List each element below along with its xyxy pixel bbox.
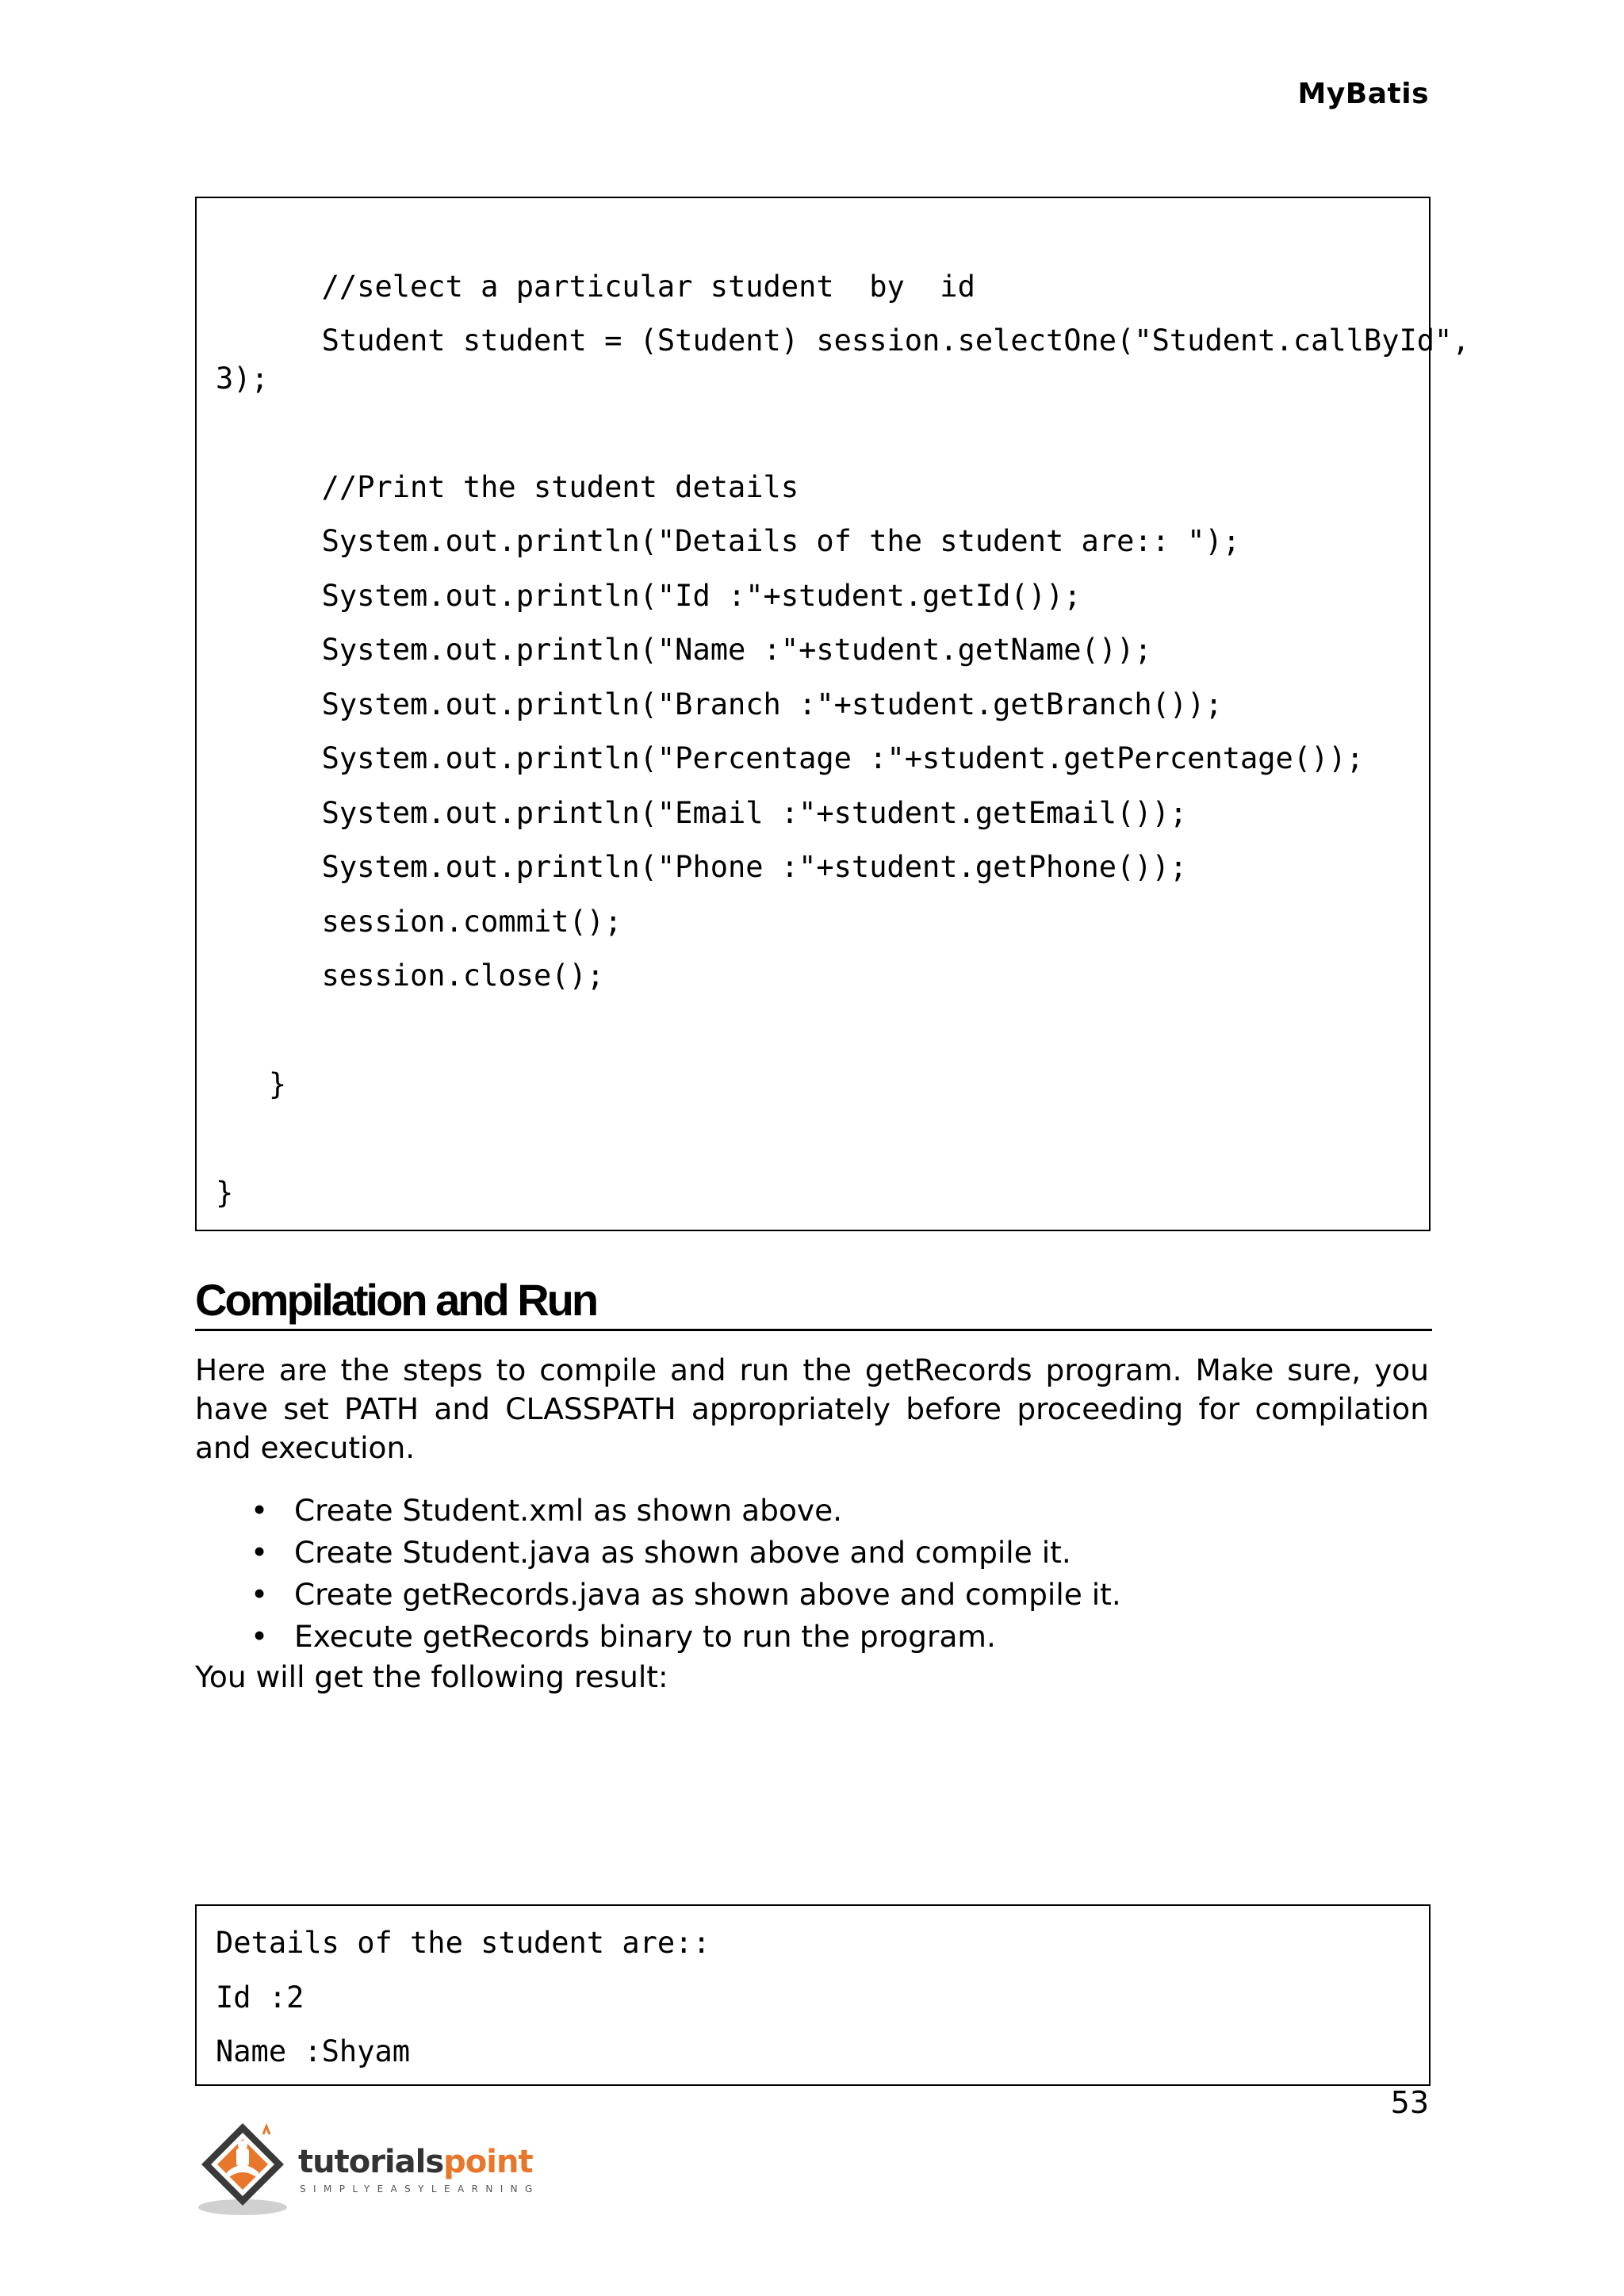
list-item-text: Create getRecords.java as shown above and compile it. <box>294 1577 1121 1612</box>
code-block-program <box>195 197 1470 1231</box>
code-line: System.out.println("Email :"+student.getEmail()); <box>216 796 1188 830</box>
bullet-icon: • <box>251 1493 269 1528</box>
code-line: System.out.println("Branch :"+student.getBranch()); <box>216 687 1223 721</box>
list-item <box>195 1532 1429 1574</box>
code-line: session.close(); <box>216 959 605 993</box>
code-line: System.out.println("Phone :"+student.getPhone()); <box>216 850 1188 884</box>
intro-paragraph: Here are the steps to compile and run the getRecords program. Make sure, you have set PATH and CLASSPATH appropriately before proceeding for compilation and execution. <box>195 1353 1429 1465</box>
logo-wordmark-part1: tutorials <box>298 2144 444 2180</box>
code-block-output <box>195 1904 1431 2086</box>
code-line: } <box>216 1176 234 1210</box>
code-line: System.out.println("Percentage :"+student.getPercentage()); <box>216 741 1364 775</box>
code-line: //select a particular student by id <box>216 270 975 304</box>
list-item <box>195 1574 1429 1616</box>
page-number: 53 <box>1390 2085 1429 2120</box>
list-item-text: Create Student.xml as shown above. <box>294 1493 843 1528</box>
output-line: Id :2 <box>216 1980 304 2015</box>
code-line: //Print the student details <box>216 470 799 504</box>
list-item <box>195 1490 1429 1532</box>
bullet-icon: • <box>251 1577 269 1612</box>
logo-wordmark <box>298 2144 533 2180</box>
output-line: Details of the student are:: <box>216 1926 710 1960</box>
list-item-text: Execute getRecords binary to run the program. <box>294 1619 996 1654</box>
logo-tagline: SIMPLYEASYLEARNING <box>300 2183 540 2195</box>
result-intro-text: You will get the following result: <box>195 1659 668 1694</box>
running-header-title: MyBatis <box>1297 78 1429 110</box>
code-line: System.out.println("Id :"+student.getId()); <box>216 579 1082 613</box>
tutorialspoint-logo <box>195 2117 544 2220</box>
logo-emblem-icon <box>195 2117 298 2220</box>
code-line: 3); <box>216 362 269 396</box>
list-item <box>195 1616 1429 1658</box>
output-line: Name :Shyam <box>216 2034 411 2068</box>
section-heading: Compilation and Run <box>195 1278 1432 1331</box>
code-line: session.commit(); <box>216 905 622 939</box>
code-line: System.out.println("Details of the student are:: "); <box>216 524 1241 558</box>
logo-wordmark-part2: point <box>443 2144 533 2180</box>
bullet-icon: • <box>251 1619 269 1654</box>
code-line: } <box>216 1067 287 1101</box>
code-line: System.out.println("Name :"+student.getName()); <box>216 633 1152 667</box>
bullet-icon: • <box>251 1535 269 1570</box>
code-line: Student student = (Student) session.selectOne("Student.callById", <box>216 323 1470 358</box>
steps-list <box>195 1490 1429 1658</box>
list-item-text: Create Student.java as shown above and compile it. <box>294 1535 1071 1570</box>
